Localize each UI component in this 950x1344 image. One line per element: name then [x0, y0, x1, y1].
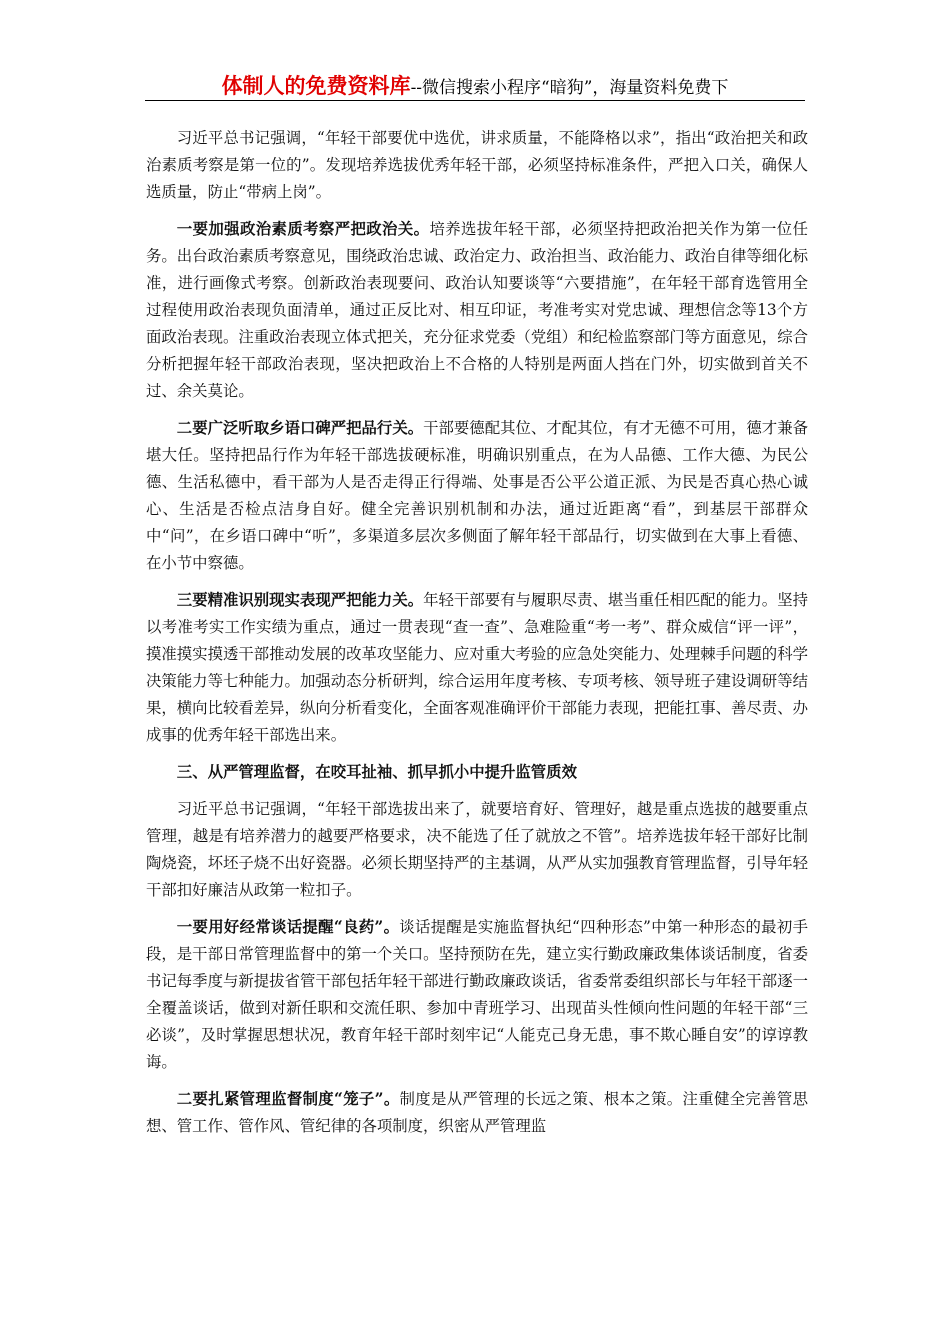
article-body	[146, 125, 808, 1150]
paragraph-intro-1	[146, 125, 808, 206]
paragraph-intro-2	[146, 796, 808, 904]
section-heading: 三、从严管理监督，在咬耳扯袖、抓早抓小中提升监管质效	[176, 763, 577, 781]
paragraph-talks	[146, 914, 808, 1076]
paragraph-text: 年轻干部要有与履职尽责、堪当重任相匹配的能力。坚持以考准考实工作实绩为重点，通过一贯表现“查一查”、急难险重“考一考”、群众威信“评一评”，摸准摸实摸透干部推动发展的改革攻坚能力、应对重大考验的应急处突能力、处理棘手问题的科学决策能力等七种能力。加强动态分析研判，综合运用年度考核、专项考核、领导班子建设调研等结果，横向比较看差异，纵向分析看变化，全面客观准确评价干部能力表现，把能扛事、善尽责、办成事的优秀年轻干部选出来。	[146, 591, 808, 744]
paragraph-text: 干部要德配其位、才配其位，有才无德不可用，德才兼备堪大任。坚持把品行作为年轻干部选拔硬标准，明确识别重点，在为人品德、工作大德、为民公德、生活私德中，看干部为人是否走得正行得端、处事是否公平公道正派、为民是否真心热心诚心、生活是否检点洁身自好。健全完善识别机制和办法，通过近距离“看”，到基层干部群众中“问”，在乡语口碑中“听”，多渠道多层次多侧面了解年轻干部品行，切实做到在大事上看德、在小节中察德。	[146, 419, 808, 572]
paragraph-text: 谈话提醒是实施监督执纪“四种形态”中第一种形态的最初手段，是干部日常管理监督中的第一个关口。坚持预防在先，建立实行勤政廉政集体谈话制度，省委书记每季度与新提拔省管干部包括年轻干部进行勤政廉政谈话，省委常委组织部长与年轻干部逐一全覆盖谈话，做到对新任职和交流任职、参加中青班学习、出现苗头性倾向性问题的年轻干部“三必谈”，及时掌握思想状况，教育年轻干部时刻牢记“人能克己身无患，事不欺心睡自安”的谆谆教诲。	[146, 918, 808, 1071]
paragraph-text: 习近平总书记强调，“年轻干部要优中选优，讲求质量，不能降格以求”，指出“政治把关和政治素质考察是第一位的”。发现培养选拔优秀年轻干部，必须坚持标准条件，严把入口关，确保人选质量，防止“带病上岗”。	[146, 129, 808, 201]
paragraph-lead: 二要广泛听取乡语口碑严把品行关。	[176, 419, 424, 437]
paragraph-lead: 一要用好经常谈话提醒“良药”。	[176, 918, 400, 936]
paragraph-character	[146, 415, 808, 577]
paragraph-lead: 一要加强政治素质考察严把政治关。	[176, 220, 430, 238]
paragraph-text: 习近平总书记强调，“年轻干部选拔出来了，就要培育好、管理好，越是重点选拔的越要重点管理，越是有培养潜力的越要严格要求，决不能选了任了就放之不管”。培养选拔年轻干部好比制陶烧瓷，坏坯子烧不出好瓷器。必须长期坚持严的主基调，从严从实加强教育管理监督，引导年轻干部扣好廉洁从政第一粒扣子。	[146, 800, 808, 899]
paragraph-political	[146, 216, 808, 405]
paragraph-lead: 三要精准识别现实表现严把能力关。	[176, 591, 424, 609]
paragraph-text: 制度是从严管理的长远之策、根本之策。注重健全完善管思想、管工作、管作风、管纪律的各项制度，织密从严管理监	[146, 1090, 808, 1135]
paragraph-ability	[146, 587, 808, 749]
page-header	[145, 70, 805, 101]
header-tagline: --微信搜索小程序“暗狗”，海量资料免费下	[410, 78, 729, 98]
paragraph-text: 培养选拔年轻干部，必须坚持把政治把关作为第一位任务。出台政治素质考察意见，围绕政治忠诚、政治定力、政治担当、政治能力、政治自律等细化标准，进行画像式考察。创新政治表现要问、政治认知要谈等“六要措施”，在年轻干部育选管用全过程使用政治表现负面清单，通过正反比对、相互印证，考准考实对党忠诚、理想信念等13个方面政治表现。注重政治表现立体式把关，充分征求党委（党组）和纪检监察部门等方面意见，综合分析把握年轻干部政治表现，坚决把政治上不合格的人特别是两面人挡在门外，切实做到首关不过、余关莫论。	[146, 220, 808, 400]
paragraph-system	[146, 1086, 808, 1140]
paragraph-lead: 二要扎紧管理监督制度“笼子”。	[176, 1090, 400, 1108]
header-brand: 体制人的免费资料库	[221, 73, 411, 98]
